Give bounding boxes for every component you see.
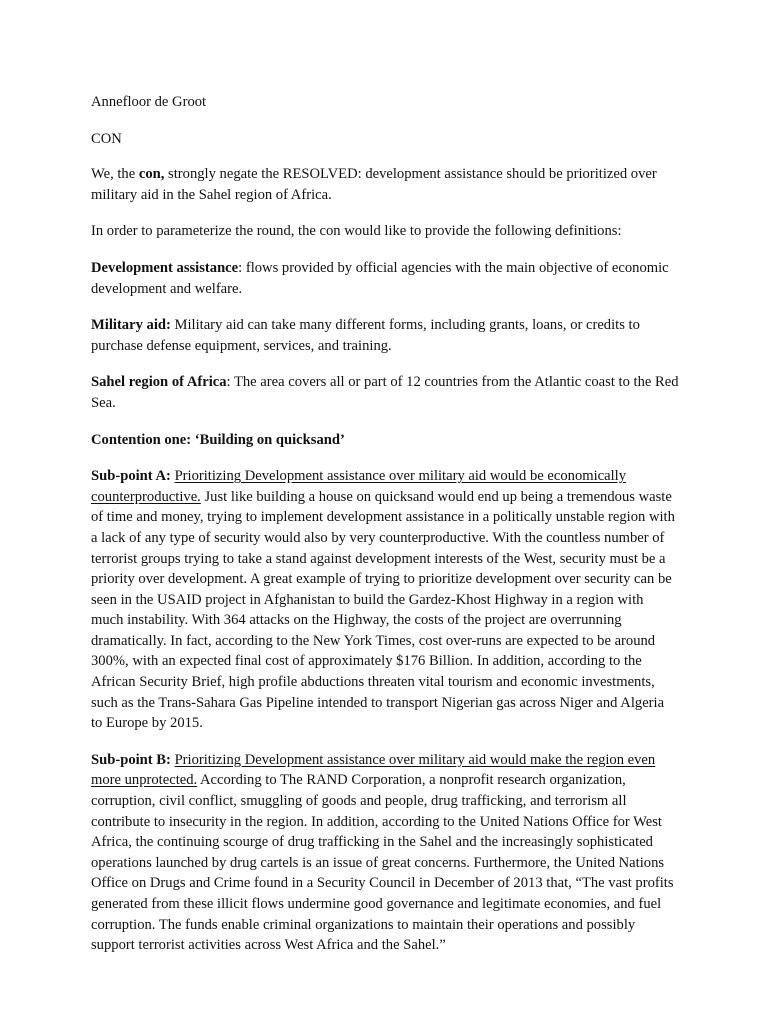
definition-text: : flows provided by official agencies with the main objective of economic development and welfare. — [91, 259, 669, 297]
definition-text: Military aid can take many different forms, including grants, loans, or credits to purchase defense equipment, services, and training. — [91, 317, 640, 354]
definitions-intro: In order to parameterize the round, the con would like to provide the following definitions: — [91, 223, 622, 240]
subpoint-a — [91, 466, 679, 734]
author-name: Annefloor de Groot — [91, 94, 207, 110]
debate-side: CON — [91, 130, 122, 147]
subpoint-label: Sub-point A: — [91, 468, 171, 485]
subpoint-claim: Prioritizing Development assistance over military aid would make the region even more unprotected. — [91, 751, 656, 789]
subpoint-claim: Prioritizing Development assistance over military aid would be economically counterproductive. — [91, 468, 627, 505]
definition-development-assistance — [91, 258, 679, 299]
subpoint-body: According to The RAND Corporation, a nonprofit research organization, corruption, civil conflict, smuggling of goods and people, drug trafficking, and terrorism all contribute to insecurity in the region. In addition, according to the United Nations Office for West Africa, the continuing scourge of drug trafficking in the Sahel and the increasingly sophisticated operations launched by drug cartels is an issue of great concerns. Furthermore, the United Nations Office on Drugs and Crime found in a Security Council in December of 2013 that, “The vast profits generated from these illicit flows undermine good governance and legitimate economies, and fuel corruption. The funds enable criminal organizations to maintain their operations and possibly support terrorist activities across West Africa and the Sahel.” — [91, 772, 674, 954]
subpoint-b — [91, 750, 679, 956]
document-body — [91, 92, 679, 972]
contention-heading — [91, 430, 679, 451]
definition-sahel-region — [91, 372, 679, 413]
subpoint-label: Sub-point B: — [91, 751, 171, 768]
definition-military-aid — [91, 315, 679, 356]
definition-text: : The area covers all or part of 12 countries from the Atlantic coast to the Red Sea. — [91, 374, 679, 411]
definition-term: Military aid: — [91, 317, 171, 334]
intro-prefix: We, the — [91, 166, 139, 183]
definition-term: Development assistance — [91, 259, 239, 276]
intro-bold: con, — [138, 166, 165, 183]
definition-term: Sahel region of Africa — [91, 374, 227, 391]
subpoint-body: Just like building a house on quicksand would end up being a tremendous waste of time and money, trying to implement development assistance in a politically unstable region with a lack of any type of security would also by very counterproductive. With the countless number of terrorist groups trying to take a stand against development interests of the West, security must be a priority over development. A great example of trying to prioritize development over security can be seen in the USAID project in Afghanistan to build the Gardez-Khost Highway in a region with much instability. With 364 attacks on the Highway, the costs of the project are overrunning dramatically. In fact, according to the New York Times, cost over-runs are expected to be around 300%, with an expected final cost of approximately $176 Billion. In addition, according to the African Security Brief, high profile abductions threaten vital tourism and economic investments, such as the Trans-Sahara Gas Pipeline intended to transport Nigerian gas across Niger and Algeria to Europe by 2015. — [91, 488, 675, 732]
intro-text: strongly negate the RESOLVED: development assistance should be prioritized over military aid in the Sahel region of Africa. — [91, 166, 657, 203]
resolution-statement — [91, 164, 679, 205]
contention-title: Contention one: ‘Building on quicksand’ — [91, 431, 345, 448]
